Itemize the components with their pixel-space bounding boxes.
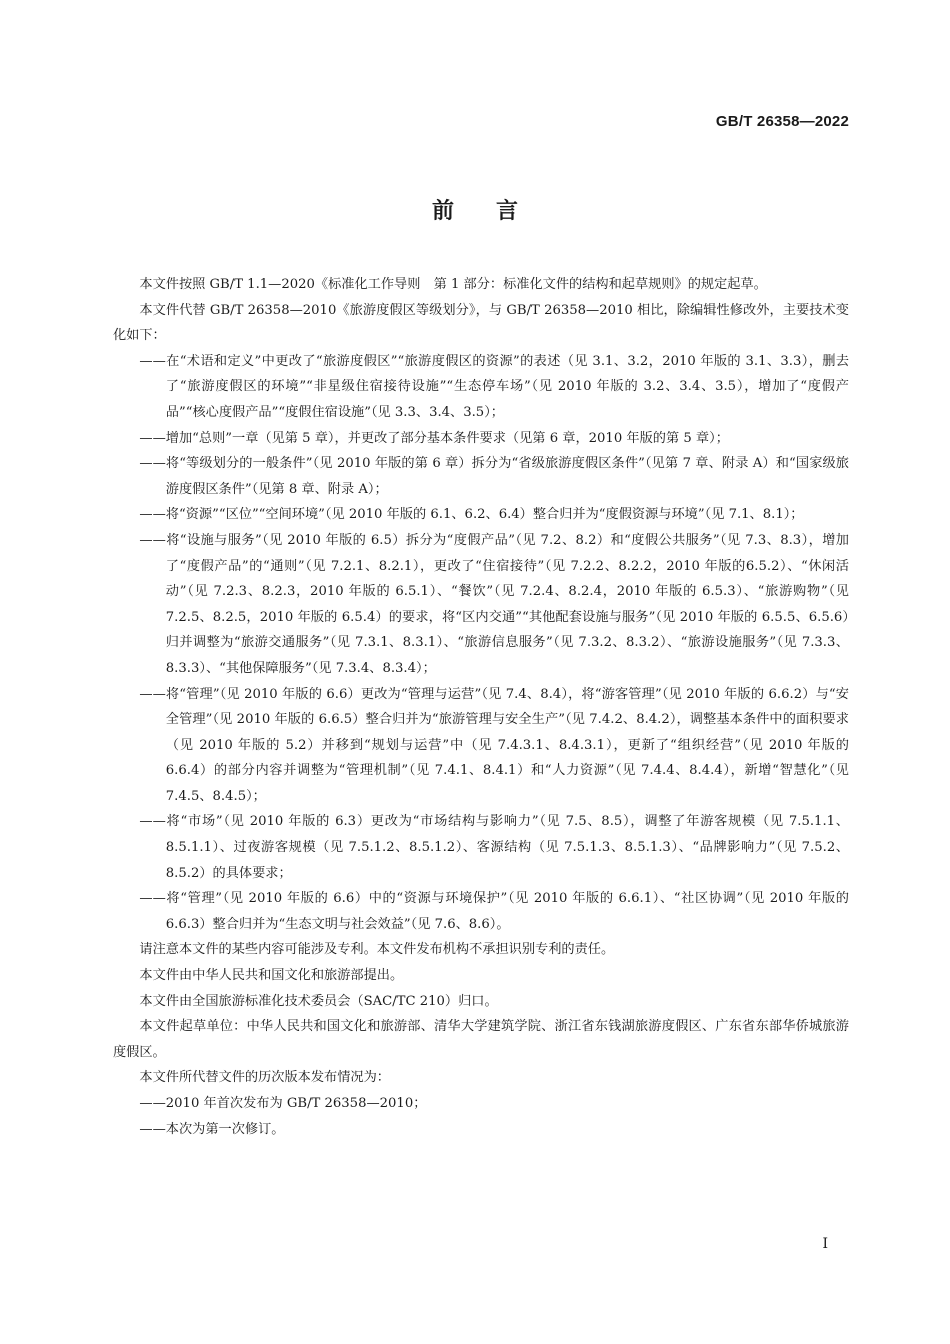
paragraph: 本文件代替 GB/T 26358—2010《旅游度假区等级划分》，与 GB/T 26358—2010 相比，除编辑性修改外，主要技术变化如下：	[113, 302, 849, 344]
paragraph: 本文件由全国旅游标准化技术委员会（SAC/TC 210）归口。	[139, 993, 498, 1009]
paragraph: 本文件起草单位：中华人民共和国文化和旅游部、清华大学建筑学院、浙江省东钱湖旅游度假区、广东省东部华侨城旅游度假区。	[113, 1019, 849, 1060]
list-item: ——在“术语和定义”中更改了“旅游度假区”“旅游度假区的资源”的表述（见 3.1、3.2，2010 年版的 3.1、3.3），删去了“旅游度假区的环境”“非星级住宿接待设施”“生态停车场”（见 2010 年版的 3.2、3.4、3.5），增加了“度假产品”“核心度假产品”“度假住宿设施”（见 3.3、3.4、3.5）；	[139, 353, 849, 420]
list-item: ——将“等级划分的一般条件”（见 2010 年版的第 6 章）拆分为“省级旅游度假区条件”（见第 7 章、附录 A）和“国家级旅游度假区条件”（见第 8 章、附录 A）；	[139, 456, 849, 497]
paragraph: 本文件所代替文件的历次版本发布情况为：	[139, 1070, 390, 1086]
list-item: ——将“资源”“区位”“空间环境”（见 2010 年版的 6.1、6.2、6.4）整合归并为“度假资源与环境”（见 7.1、8.1）；	[139, 507, 804, 523]
preface-body	[113, 272, 849, 1142]
paragraph: 本文件按照 GB/T 1.1—2020《标准化工作导则 第 1 部分：标准化文件的结构和起草规则》的规定起草。	[139, 277, 767, 292]
list-item: ——将“管理”（见 2010 年版的 6.6）中的“资源与环境保护”（见 2010 年版的 6.6.1）、“社区协调”（见 2010 年版的 6.6.3）整合归并为“生态文明与社会效益”（见 7.6、8.6）。	[139, 891, 849, 932]
list-item: ——将“设施与服务”（见 2010 年版的 6.5）拆分为“度假产品”（见 7.2、8.2）和“度假公共服务”（见 7.3、8.3），增加了“度假产品”的“通则”（见 7.2.1、8.2.1），更改了“住宿接待”（见 7.2.2、8.2.2，2010 年版的6.5.2）、“休闲活动”（见 7.2.3、8.2.3，2010 年版的 6.5.1）、“餐饮”（见 7.2.4、8.2.4，2010 年版的 6.5.3）、“旅游购物”（见 7.2.5、8.2.5，2010 年版的 6.5.4）的要求，将“区内交通”“其他配套设施与服务”（见 2010 年版的 6.5.5、6.5.6）归并调整为“旅游交通服务”（见 7.3.1、8.3.1）、“旅游信息服务”（见 7.3.2、8.3.2）、“旅游设施服务”（见 7.3.3、8.3.3）、“其他保障服务”（见 7.3.4、8.3.4）；	[139, 532, 849, 676]
list-item: ——将“管理”（见 2010 年版的 6.6）更改为“管理与运营”（见 7.4、8.4），将“游客管理”（见 2010 年版的 6.6.2）与“安全管理”（见 2010 年版的 6.6.5）整合归并为“旅游管理与安全生产”（见 7.4.2、8.4.2），调整基本条件中的面积要求（见 2010 年版的 5.2）并移到“规划与运营”中（见 7.4.3.1、8.4.3.1），更新了“组织经营”（见 2010 年版的 6.6.4）的部分内容并调整为“管理机制”（见 7.4.1、8.4.1）和“人力资源”（见 7.4.4、8.4.4），新增“智慧化”（见 7.4.5、8.4.5）；	[139, 686, 849, 804]
list-item: ——2010 年首次发布为 GB/T 26358—2010；	[139, 1096, 427, 1111]
paragraph: 请注意本文件的某些内容可能涉及专利。本文件发布机构不承担识别专利的责任。	[139, 942, 615, 958]
page-title: 前言	[431, 199, 560, 224]
list-item: ——增加“总则”一章（见第 5 章），并更改了部分基本条件要求（见第 6 章，2010 年版的第 5 章）；	[139, 430, 729, 446]
list-item: ——本次为第一次修订。	[139, 1121, 285, 1137]
list-item: ——将“市场”（见 2010 年版的 6.3）更改为“市场结构与影响力”（见 7.5、8.5），调整了年游客规模（见 7.5.1.1、8.5.1.1）、过夜游客规模（见 7.5.1.2、8.5.1.2）、客源结构（见 7.5.1.3、8.5.1.3）、“品牌影响力”（见 7.5.2、8.5.2）的具体要求；	[139, 814, 849, 881]
standard-code: GB/T 26358—2022	[715, 113, 849, 130]
page-number: I	[822, 1236, 828, 1252]
paragraph: 本文件由中华人民共和国文化和旅游部提出。	[139, 968, 404, 984]
